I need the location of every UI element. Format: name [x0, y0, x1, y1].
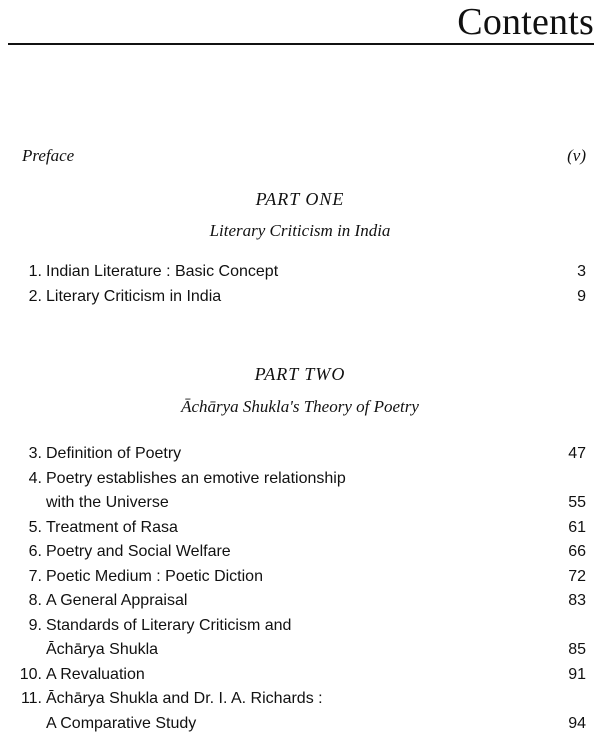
toc-entry-number: 1.	[29, 260, 42, 285]
toc-entry[interactable]	[0, 260, 600, 285]
toc-entry-number: 6.	[29, 540, 42, 565]
toc-entry-page: 55	[568, 491, 586, 516]
toc-entry-page: 85	[568, 638, 586, 663]
toc-entry-title: Treatment of Rasa	[46, 516, 178, 541]
toc-entry-title: Literary Criticism in India	[46, 285, 221, 310]
toc-entry[interactable]	[0, 589, 600, 614]
toc-entry-title: Poetry and Social Welfare	[46, 540, 231, 565]
toc-entry[interactable]	[0, 712, 600, 736]
toc-entry-title: Āchārya Shukla and Dr. I. A. Richards :	[46, 687, 323, 712]
toc-entry[interactable]	[0, 687, 600, 712]
toc-entry-number: 11.	[21, 687, 42, 712]
part-two-title: PART TWO	[0, 364, 600, 385]
toc-entry[interactable]	[0, 491, 600, 516]
part-one-subtitle: Literary Criticism in India	[0, 221, 600, 241]
toc-entry-page: 61	[568, 516, 586, 541]
toc-entry-title: Indian Literature : Basic Concept	[46, 260, 278, 285]
toc-entry-page: 47	[568, 442, 586, 467]
toc-entry[interactable]	[0, 663, 600, 688]
toc-entry-title: Āchārya Shukla	[46, 638, 158, 663]
toc-entry-number: 2.	[29, 285, 42, 310]
toc-entry-title: Poetic Medium : Poetic Diction	[46, 565, 263, 590]
toc-entry-title: Standards of Literary Criticism and	[46, 614, 291, 639]
part-one-entries	[0, 260, 600, 309]
toc-entry-page: 94	[568, 712, 586, 736]
toc-entry[interactable]	[0, 285, 600, 310]
preface-page: (v)	[567, 146, 586, 166]
toc-entry-number: 3.	[29, 442, 42, 467]
toc-entry[interactable]	[0, 516, 600, 541]
toc-entry-page: 91	[568, 663, 586, 688]
toc-entry[interactable]	[0, 614, 600, 639]
toc-entry-title: Poetry establishes an emotive relationship	[46, 467, 346, 492]
toc-entry[interactable]	[0, 565, 600, 590]
toc-entry-title: A General Appraisal	[46, 589, 187, 614]
toc-entry-page: 9	[577, 285, 586, 310]
preface-label: Preface	[22, 146, 74, 165]
toc-entry-title: A Revaluation	[46, 663, 145, 688]
title-rule	[8, 43, 594, 45]
page-title: Contents	[457, 2, 594, 42]
toc-entry-number: 10.	[20, 663, 42, 688]
toc-entry-number: 9.	[29, 614, 42, 639]
toc-entry-page: 83	[568, 589, 586, 614]
toc-entry[interactable]	[0, 540, 600, 565]
toc-entry-page: 72	[568, 565, 586, 590]
toc-entry-preface[interactable]	[22, 146, 586, 168]
part-two-entries	[0, 442, 600, 736]
toc-entry[interactable]	[0, 442, 600, 467]
toc-entry-page: 66	[568, 540, 586, 565]
toc-entry-title: Definition of Poetry	[46, 442, 181, 467]
toc-entry-title: A Comparative Study	[46, 712, 196, 736]
toc-entry-page: 3	[577, 260, 586, 285]
toc-entry[interactable]	[0, 638, 600, 663]
toc-entry-number: 8.	[29, 589, 42, 614]
toc-entry[interactable]	[0, 467, 600, 492]
part-two-subtitle: Āchārya Shukla's Theory of Poetry	[0, 397, 600, 417]
toc-entry-title: with the Universe	[46, 491, 169, 516]
toc-entry-number: 5.	[29, 516, 42, 541]
part-one-title: PART ONE	[0, 189, 600, 210]
toc-entry-number: 4.	[29, 467, 42, 492]
toc-entry-number: 7.	[29, 565, 42, 590]
